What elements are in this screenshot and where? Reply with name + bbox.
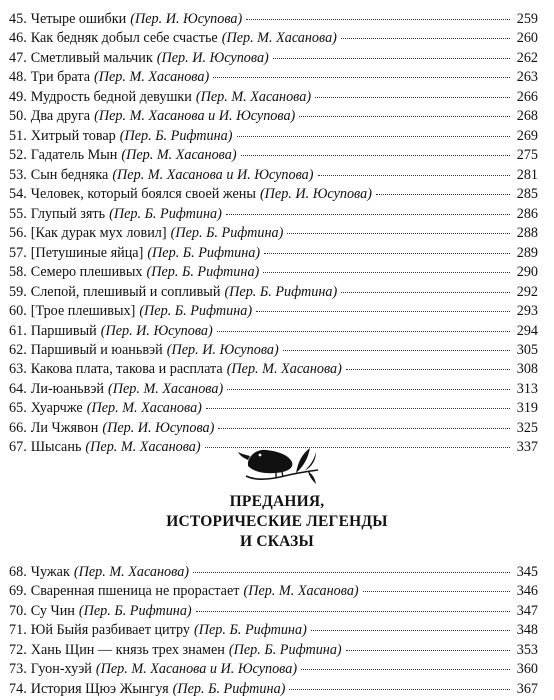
entry-translator: (Пер. И. Юсупова) xyxy=(130,11,243,27)
toc-entry xyxy=(9,185,538,204)
entry-number: 49. xyxy=(9,88,27,105)
toc-entry xyxy=(9,621,538,640)
entry-title: [Трое плешивых] xyxy=(30,303,136,320)
toc-entry xyxy=(9,302,538,321)
toc-entry xyxy=(9,205,538,224)
entry-page: 305 xyxy=(516,341,538,358)
entry-number: 68. xyxy=(9,564,27,580)
heading-line-3: И СКАЗЫ xyxy=(240,533,314,550)
entry-number: 55. xyxy=(9,205,27,222)
entry-page: 288 xyxy=(516,225,538,242)
entry-page: 286 xyxy=(516,205,538,222)
entry-title: Хуарчже xyxy=(30,400,83,417)
entry-page: 268 xyxy=(516,108,538,125)
dot-leader xyxy=(263,272,510,273)
entry-page: 292 xyxy=(516,283,538,300)
dot-leader xyxy=(346,369,510,370)
dot-leader xyxy=(246,19,510,20)
toc-entry xyxy=(9,146,538,165)
entry-number: 54. xyxy=(9,186,27,203)
entry-number: 57. xyxy=(9,244,27,261)
entry-translator: (Пер. И. Юсупова) xyxy=(156,49,269,66)
dot-leader xyxy=(217,331,510,332)
entry-page: 266 xyxy=(516,88,538,105)
toc-entry xyxy=(9,29,538,48)
entry-page: 289 xyxy=(516,244,538,261)
toc-entry xyxy=(9,563,538,582)
entry-translator: (Пер. М. Хасанова) xyxy=(121,147,237,164)
entry-translator: (Пер. М. Хасанова и И. Юсупова) xyxy=(95,661,298,678)
entry-title: Гадатель Мын xyxy=(30,147,118,164)
toc-entry xyxy=(9,341,538,360)
entry-title: Сметливый мальчик xyxy=(30,49,153,66)
entry-page: 313 xyxy=(516,380,538,397)
toc-entry xyxy=(9,127,538,146)
entry-title: Четыре ошибки xyxy=(30,11,127,27)
dot-leader xyxy=(227,389,510,390)
entry-page: 319 xyxy=(516,400,538,417)
dot-leader xyxy=(241,155,510,156)
dot-leader xyxy=(315,97,510,98)
dot-leader xyxy=(363,591,510,592)
dot-leader xyxy=(193,572,510,573)
dot-leader xyxy=(341,38,510,39)
toc-entry xyxy=(9,380,538,399)
dot-leader xyxy=(299,116,510,117)
entry-number: 46. xyxy=(9,30,27,47)
entry-number: 59. xyxy=(9,283,27,300)
heading-line-2: ИСТОРИЧЕСКИЕ ЛЕГЕНДЫ xyxy=(166,513,388,530)
entry-page: 294 xyxy=(516,322,538,339)
entry-title: [Как дурак мух ловил] xyxy=(30,225,167,242)
entry-title: Сын бедняка xyxy=(30,166,109,183)
entry-page: 308 xyxy=(516,361,538,378)
entry-title: Глупый зять xyxy=(30,205,106,222)
entry-number: 45. xyxy=(9,11,27,27)
entry-page: 360 xyxy=(516,661,538,678)
entry-title: Юй Быйя разбивает цитру xyxy=(30,622,191,639)
entry-title: Три брата xyxy=(30,69,91,86)
entry-translator: (Пер. М. Хасанова) xyxy=(226,361,342,378)
entry-title: Шысань xyxy=(30,439,82,456)
entry-number: 73. xyxy=(9,661,27,678)
entry-translator: (Пер. Б. Рифтина) xyxy=(139,303,253,320)
entry-translator: (Пер. М. Хасанова) xyxy=(94,69,210,86)
entry-title: Хитрый товар xyxy=(30,127,116,144)
entry-translator: (Пер. Б. Рифтина) xyxy=(119,127,233,144)
entry-number: 52. xyxy=(9,147,27,164)
entry-translator: (Пер. Б. Рифтина) xyxy=(170,225,284,242)
entry-translator: (Пер. Б. Рифтина) xyxy=(194,622,307,639)
dot-leader xyxy=(283,350,510,351)
dot-leader xyxy=(376,194,510,195)
entry-title: История Щюэ Жынгуя xyxy=(30,680,169,697)
entry-title: Ли-юаньвэй xyxy=(30,380,105,397)
entry-title: Сваренная пшеница не прорастает xyxy=(30,583,240,600)
toc-entry xyxy=(9,10,538,29)
toc-list-part2 xyxy=(9,563,538,699)
entry-page: 367 xyxy=(516,680,538,697)
entry-number: 47. xyxy=(9,49,27,66)
entry-page: 348 xyxy=(516,622,538,639)
entry-number: 63. xyxy=(9,361,27,378)
entry-translator: (Пер. М. Хасанова) xyxy=(108,380,224,397)
entry-number: 66. xyxy=(9,419,27,436)
entry-page: 263 xyxy=(516,69,538,86)
entry-translator: (Пер. Б. Рифтина) xyxy=(172,680,286,697)
entry-number: 60. xyxy=(9,303,27,320)
dot-leader xyxy=(213,77,510,78)
entry-number: 64. xyxy=(9,380,27,397)
toc-entry xyxy=(9,283,538,302)
toc-entry xyxy=(9,582,538,601)
entry-title: Слепой, плешивый и сопливый xyxy=(30,283,221,300)
dot-leader xyxy=(218,428,510,429)
entry-title: Как бедняк добыл себе счастье xyxy=(30,30,218,47)
toc-entry xyxy=(9,322,538,341)
entry-title: Паршивый и юаньвэй xyxy=(30,341,163,358)
section-heading xyxy=(0,492,554,552)
dot-leader xyxy=(256,311,510,312)
entry-translator: (Пер. Б. Рифтина) xyxy=(78,602,192,619)
dot-leader xyxy=(287,233,510,234)
entry-translator: (Пер. Б. Рифтина) xyxy=(147,244,261,261)
dot-leader xyxy=(206,408,510,409)
toc-entry xyxy=(9,68,538,87)
entry-translator: (Пер. М. Хасанова) xyxy=(73,564,190,580)
entry-number: 72. xyxy=(9,641,27,658)
dot-leader xyxy=(318,175,510,176)
entry-title: Паршивый xyxy=(30,322,97,339)
entry-page: 259 xyxy=(516,11,538,27)
entry-number: 65. xyxy=(9,400,27,417)
entry-page: 260 xyxy=(516,30,538,47)
entry-number: 48. xyxy=(9,69,27,86)
entry-translator: (Пер. И. Юсупова) xyxy=(102,419,215,436)
toc-entry xyxy=(9,660,538,679)
entry-translator: (Пер. М. Хасанова) xyxy=(85,439,201,456)
entry-translator: (Пер. М. Хасанова и И. Юсупова) xyxy=(112,166,314,183)
dot-leader xyxy=(196,611,510,612)
entry-page: 293 xyxy=(516,303,538,320)
entry-page: 325 xyxy=(516,419,538,436)
entry-number: 58. xyxy=(9,264,27,281)
toc-entry xyxy=(9,107,538,126)
entry-number: 69. xyxy=(9,583,27,600)
entry-title: Какова плата, такова и расплата xyxy=(30,361,223,378)
dot-leader xyxy=(264,253,510,254)
toc-entry xyxy=(9,49,538,68)
entry-page: 353 xyxy=(516,641,538,658)
entry-translator: (Пер. М. Хасанова) xyxy=(86,400,202,417)
toc-entry xyxy=(9,399,538,418)
entry-page: 345 xyxy=(516,564,538,580)
heading-line-1: ПРЕДАНИЯ, xyxy=(229,493,325,510)
entry-title: Хань Щин — князь трех знамен xyxy=(30,641,225,658)
toc-entry xyxy=(9,166,538,185)
toc-entry xyxy=(9,360,538,379)
entry-number: 51. xyxy=(9,127,27,144)
toc-entry xyxy=(9,263,538,282)
entry-page: 275 xyxy=(516,147,538,164)
dot-leader xyxy=(301,669,510,670)
toc-entry xyxy=(9,680,538,699)
dot-leader xyxy=(226,214,510,215)
toc-entry xyxy=(9,641,538,660)
entry-page: 290 xyxy=(516,264,538,281)
entry-title: Гуон-хуэй xyxy=(30,661,92,678)
entry-title: Мудрость бедной девушки xyxy=(30,88,192,105)
entry-number: 70. xyxy=(9,602,27,619)
entry-title: Чужак xyxy=(30,564,70,580)
entry-number: 62. xyxy=(9,341,27,358)
entry-page: 285 xyxy=(516,186,538,203)
entry-translator: (Пер. Б. Рифтина) xyxy=(146,264,260,281)
entry-title: Семеро плешивых xyxy=(30,264,143,281)
entry-translator: (Пер. М. Хасанова) xyxy=(195,88,312,105)
entry-number: 61. xyxy=(9,322,27,339)
dot-leader xyxy=(341,292,510,293)
bird-on-branch-icon xyxy=(236,440,320,486)
toc-list-part1 xyxy=(9,10,538,458)
entry-number: 56. xyxy=(9,225,27,242)
entry-number: 67. xyxy=(9,439,27,456)
entry-translator: (Пер. М. Хасанова и И. Юсупова) xyxy=(94,108,296,125)
dot-leader xyxy=(346,650,510,651)
entry-translator: (Пер. И. Юсупова) xyxy=(259,186,372,203)
toc-entry xyxy=(9,419,538,438)
entry-page: 269 xyxy=(516,127,538,144)
dot-leader xyxy=(237,136,511,137)
entry-page: 347 xyxy=(516,602,538,619)
entry-page: 346 xyxy=(516,583,538,600)
entry-title: Ли Чжявон xyxy=(30,419,99,436)
toc-entry xyxy=(9,602,538,621)
entry-page: 337 xyxy=(516,439,538,456)
entry-translator: (Пер. М. Хасанова) xyxy=(243,583,359,600)
toc-entry xyxy=(9,224,538,243)
entry-page: 281 xyxy=(516,166,538,183)
entry-number: 53. xyxy=(9,166,27,183)
entry-page: 262 xyxy=(516,49,538,66)
entry-translator: (Пер. И. Юсупова) xyxy=(166,341,279,358)
entry-translator: (Пер. Б. Рифтина) xyxy=(224,283,338,300)
dot-leader xyxy=(311,630,510,631)
toc-entry xyxy=(9,88,538,107)
entry-translator: (Пер. М. Хасанова) xyxy=(221,30,337,47)
entry-translator: (Пер. И. Юсупова) xyxy=(100,322,213,339)
entry-number: 74. xyxy=(9,680,27,697)
dot-leader xyxy=(289,689,510,690)
dot-leader xyxy=(273,58,510,59)
entry-title: Су Чин xyxy=(30,602,75,619)
entry-translator: (Пер. Б. Рифтина) xyxy=(109,205,222,222)
entry-number: 71. xyxy=(9,622,27,639)
entry-number: 50. xyxy=(9,108,27,125)
toc-entry xyxy=(9,244,538,263)
entry-translator: (Пер. Б. Рифтина) xyxy=(228,641,342,658)
entry-title: Два друга xyxy=(30,108,91,125)
entry-title: [Петушиные яйца] xyxy=(30,244,144,261)
entry-title: Человек, который боялся своей жены xyxy=(30,186,256,203)
